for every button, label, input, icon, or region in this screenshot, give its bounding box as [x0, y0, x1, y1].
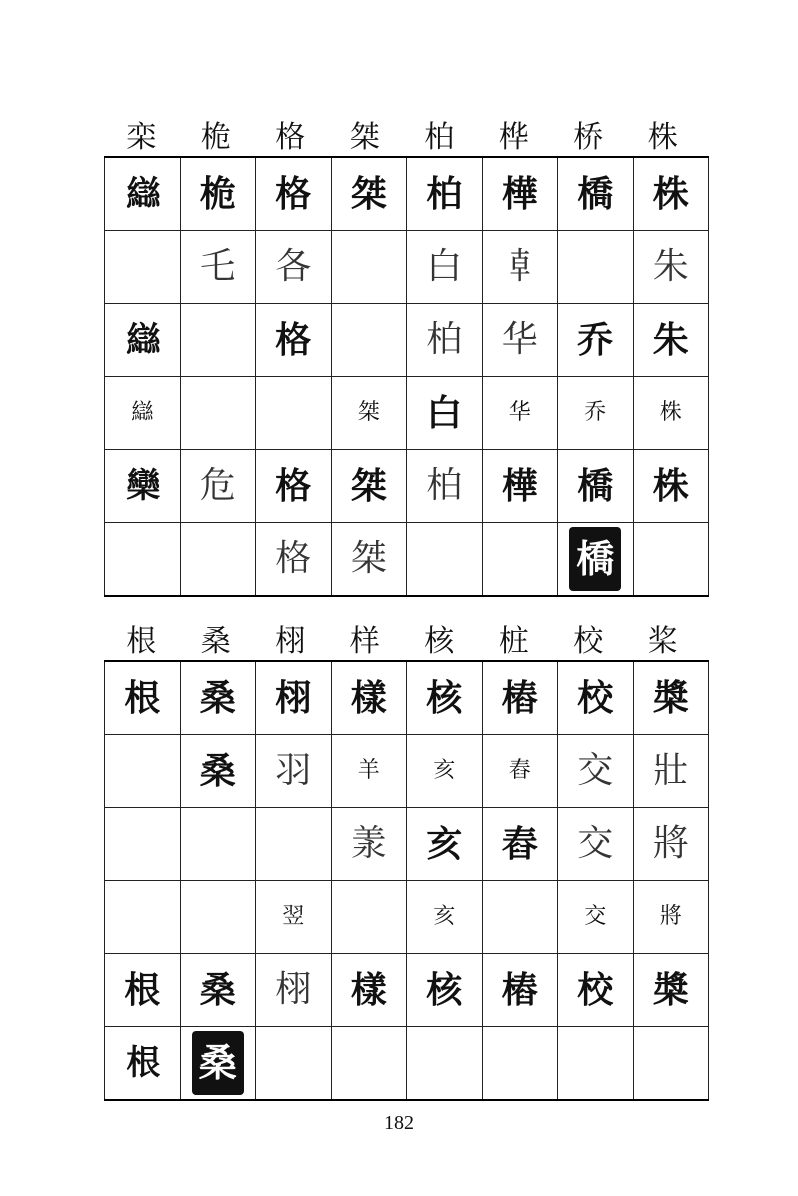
table-cell [482, 808, 558, 881]
script-form-glyph: 桀 [357, 400, 380, 425]
table-cell [331, 377, 407, 450]
table-cell [633, 1027, 709, 1101]
script-form-glyph: 橋 [577, 465, 614, 507]
script-form-glyph: 格 [275, 538, 312, 579]
table-row [105, 231, 709, 304]
table-cell [256, 450, 332, 523]
header-character: 桅 [200, 120, 231, 155]
script-form-glyph: 樺 [501, 465, 538, 507]
table-cell [256, 661, 332, 735]
table-cell [558, 808, 634, 881]
table-cell [180, 808, 256, 881]
table-row [105, 450, 709, 523]
page-number: 182 [384, 1112, 414, 1134]
script-form-glyph: 各 [275, 246, 312, 287]
table-cell [105, 954, 181, 1027]
table-cell [180, 661, 256, 735]
script-form-glyph: 舂 [508, 758, 531, 783]
script-form-glyph: 𠦝 [501, 246, 538, 287]
table-cell [633, 808, 709, 881]
script-form-glyph: 亥 [433, 758, 456, 783]
table-cell [633, 377, 709, 450]
script-form-glyph: 核 [426, 969, 463, 1011]
table-section-2 [104, 614, 700, 1101]
script-form-glyph: 柏 [426, 173, 463, 215]
script-form-glyph: 格 [275, 465, 312, 507]
table-cell [633, 450, 709, 523]
table-cell [407, 523, 483, 597]
table-cell [256, 304, 332, 377]
table-cell [180, 523, 256, 597]
table-cell [558, 735, 634, 808]
table-cell [482, 450, 558, 523]
table-cell [482, 954, 558, 1027]
script-form-glyph: 根 [126, 1043, 159, 1083]
table-cell [407, 304, 483, 377]
table-cell [256, 735, 332, 808]
script-form-glyph: 桅 [199, 173, 236, 215]
script-form-glyph: 根 [124, 677, 161, 719]
script-form-glyph: 將 [659, 904, 682, 929]
script-form-glyph: 校 [577, 969, 614, 1011]
table-cell [331, 157, 407, 231]
table-cell [558, 304, 634, 377]
script-form-glyph: 校 [577, 677, 614, 719]
header-character: 株 [647, 120, 678, 155]
script-form-glyph: 䜌 [131, 400, 154, 425]
table-cell [331, 735, 407, 808]
table-cell [633, 523, 709, 597]
script-form-glyph: 交 [577, 750, 614, 791]
table-cell [633, 954, 709, 1027]
table-section-1 [104, 110, 700, 597]
script-form-glyph: 亥 [433, 904, 456, 929]
script-form-glyph: 格 [275, 319, 312, 361]
table-cell [482, 523, 558, 597]
script-form-glyph: 羊 [357, 758, 380, 783]
table-cell [482, 377, 558, 450]
table-cell [407, 881, 483, 954]
script-form-glyph: 樁 [501, 969, 538, 1011]
table-cell [407, 808, 483, 881]
table-cell [482, 881, 558, 954]
table-cell [633, 661, 709, 735]
table-cell [407, 377, 483, 450]
script-form-glyph: 朱 [652, 246, 689, 287]
character-header-row [104, 614, 700, 660]
table-cell [407, 231, 483, 304]
table-cell [331, 523, 407, 597]
table-cell [180, 450, 256, 523]
table-cell [407, 954, 483, 1027]
header-character: 桥 [573, 120, 604, 155]
table-cell [558, 450, 634, 523]
table-cell [180, 881, 256, 954]
script-form-glyph: 欒 [126, 466, 159, 506]
table-cell [633, 881, 709, 954]
script-form-glyph: 华 [501, 319, 538, 360]
table-cell [105, 808, 181, 881]
table-cell [256, 881, 332, 954]
script-form-glyph: 槳 [652, 969, 689, 1011]
script-form-glyph: 乇 [199, 246, 236, 287]
script-form-glyph: 危 [199, 465, 236, 506]
table-cell [407, 735, 483, 808]
header-character: 桑 [200, 624, 231, 659]
script-form-glyph: 羽 [275, 750, 312, 791]
script-form-glyph: 核 [426, 677, 463, 719]
script-form-glyph: 亥 [426, 823, 463, 865]
script-form-glyph: 䜌 [126, 174, 159, 214]
script-form-glyph: 柏 [426, 465, 463, 506]
table-cell [331, 661, 407, 735]
table-cell [331, 450, 407, 523]
script-form-glyph: 樣 [350, 969, 387, 1011]
table-cell [256, 1027, 332, 1101]
header-character: 桩 [498, 624, 529, 659]
header-character: 桦 [498, 120, 529, 155]
header-character: 桀 [349, 120, 380, 155]
table-cell [105, 450, 181, 523]
script-form-glyph: 交 [577, 823, 614, 864]
script-form-glyph: 桀 [350, 173, 387, 215]
script-form-glyph: 朱 [652, 319, 689, 361]
table-cell [331, 954, 407, 1027]
table-cell [180, 231, 256, 304]
table-row [105, 881, 709, 954]
table-cell [482, 304, 558, 377]
script-form-glyph: 桀 [350, 538, 387, 579]
table-cell [256, 523, 332, 597]
table-row [105, 661, 709, 735]
script-form-glyph: 槳 [652, 677, 689, 719]
script-form-glyph: 樺 [501, 173, 538, 215]
script-form-glyph: 樣 [350, 677, 387, 719]
table-cell [558, 231, 634, 304]
script-form-glyph: 白 [426, 392, 463, 434]
table-cell [633, 157, 709, 231]
table-cell [180, 304, 256, 377]
table-cell [105, 157, 181, 231]
table-cell [482, 231, 558, 304]
header-character: 根 [126, 624, 157, 659]
table-cell [256, 954, 332, 1027]
script-form-glyph: 交 [584, 904, 607, 929]
script-form-glyph: 舂 [501, 823, 538, 865]
table-cell [331, 881, 407, 954]
table-cell [105, 661, 181, 735]
table-row [105, 735, 709, 808]
script-form-glyph: 䜌 [126, 320, 159, 360]
table-cell [558, 377, 634, 450]
table-row [105, 954, 709, 1027]
script-form-glyph: 株 [652, 465, 689, 507]
script-form-glyph: 桑 [199, 677, 236, 719]
table-cell [407, 1027, 483, 1101]
header-character: 桨 [647, 624, 678, 659]
table-row [105, 1027, 709, 1101]
table-cell [180, 954, 256, 1027]
table-cell [331, 231, 407, 304]
table-cell [105, 377, 181, 450]
header-character: 柏 [424, 120, 455, 155]
table-cell [180, 377, 256, 450]
table-cell [558, 954, 634, 1027]
table-cell [105, 881, 181, 954]
seal-stamp-glyph: 橋 [569, 527, 621, 591]
table-cell [256, 231, 332, 304]
script-form-glyph: 株 [659, 400, 682, 425]
table-cell [105, 304, 181, 377]
table-cell [558, 1027, 634, 1101]
table-row [105, 523, 709, 597]
script-form-glyph: 柏 [426, 319, 463, 360]
table-cell [180, 157, 256, 231]
table-cell [633, 735, 709, 808]
table-cell [482, 735, 558, 808]
table-cell [407, 661, 483, 735]
script-form-glyph: 乔 [584, 400, 607, 425]
script-form-glyph: 乔 [577, 319, 614, 361]
table-cell [482, 661, 558, 735]
script-form-glyph: 华 [508, 400, 531, 425]
table-cell [558, 523, 634, 597]
table-cell [180, 735, 256, 808]
script-form-glyph: 將 [652, 823, 689, 864]
script-form-glyph: 根 [124, 969, 161, 1011]
script-form-glyph: 格 [275, 173, 312, 215]
table-cell [256, 377, 332, 450]
table-cell [256, 157, 332, 231]
seal-stamp-glyph: 桑 [192, 1031, 244, 1095]
table-cell [407, 450, 483, 523]
table-cell [105, 231, 181, 304]
character-header-row [104, 110, 700, 156]
script-form-glyph: 白 [426, 246, 463, 287]
table-cell [256, 808, 332, 881]
table-row [105, 157, 709, 231]
table-cell [331, 1027, 407, 1101]
header-character: 样 [349, 624, 380, 659]
table-cell [105, 523, 181, 597]
glyph-grid [104, 660, 709, 1101]
script-form-glyph: 羕 [350, 823, 387, 864]
header-character: 格 [275, 120, 306, 155]
script-form-glyph: 桑 [199, 750, 236, 792]
script-form-glyph: 桑 [199, 969, 236, 1011]
script-form-glyph: 桀 [350, 465, 387, 507]
script-form-glyph: 栩 [275, 677, 312, 719]
table-cell [633, 231, 709, 304]
script-form-glyph: 壯 [652, 750, 689, 791]
table-cell [105, 735, 181, 808]
table-cell [180, 1027, 256, 1101]
script-form-glyph: 橋 [577, 173, 614, 215]
table-row [105, 377, 709, 450]
table-cell [633, 304, 709, 377]
script-form-glyph: 栩 [275, 969, 312, 1010]
glyph-grid [104, 156, 709, 597]
header-character: 核 [424, 624, 455, 659]
script-form-glyph: 株 [652, 173, 689, 215]
table-cell [105, 1027, 181, 1101]
table-cell [558, 157, 634, 231]
header-character: 栾 [126, 120, 157, 155]
table-cell [482, 157, 558, 231]
table-cell [482, 1027, 558, 1101]
table-cell [558, 661, 634, 735]
table-cell [331, 304, 407, 377]
table-row [105, 304, 709, 377]
header-character: 校 [573, 624, 604, 659]
table-cell [331, 808, 407, 881]
script-form-glyph: 翌 [282, 904, 305, 929]
header-character: 栩 [275, 624, 306, 659]
table-cell [558, 881, 634, 954]
script-form-glyph: 樁 [501, 677, 538, 719]
table-cell [407, 157, 483, 231]
table-row [105, 808, 709, 881]
